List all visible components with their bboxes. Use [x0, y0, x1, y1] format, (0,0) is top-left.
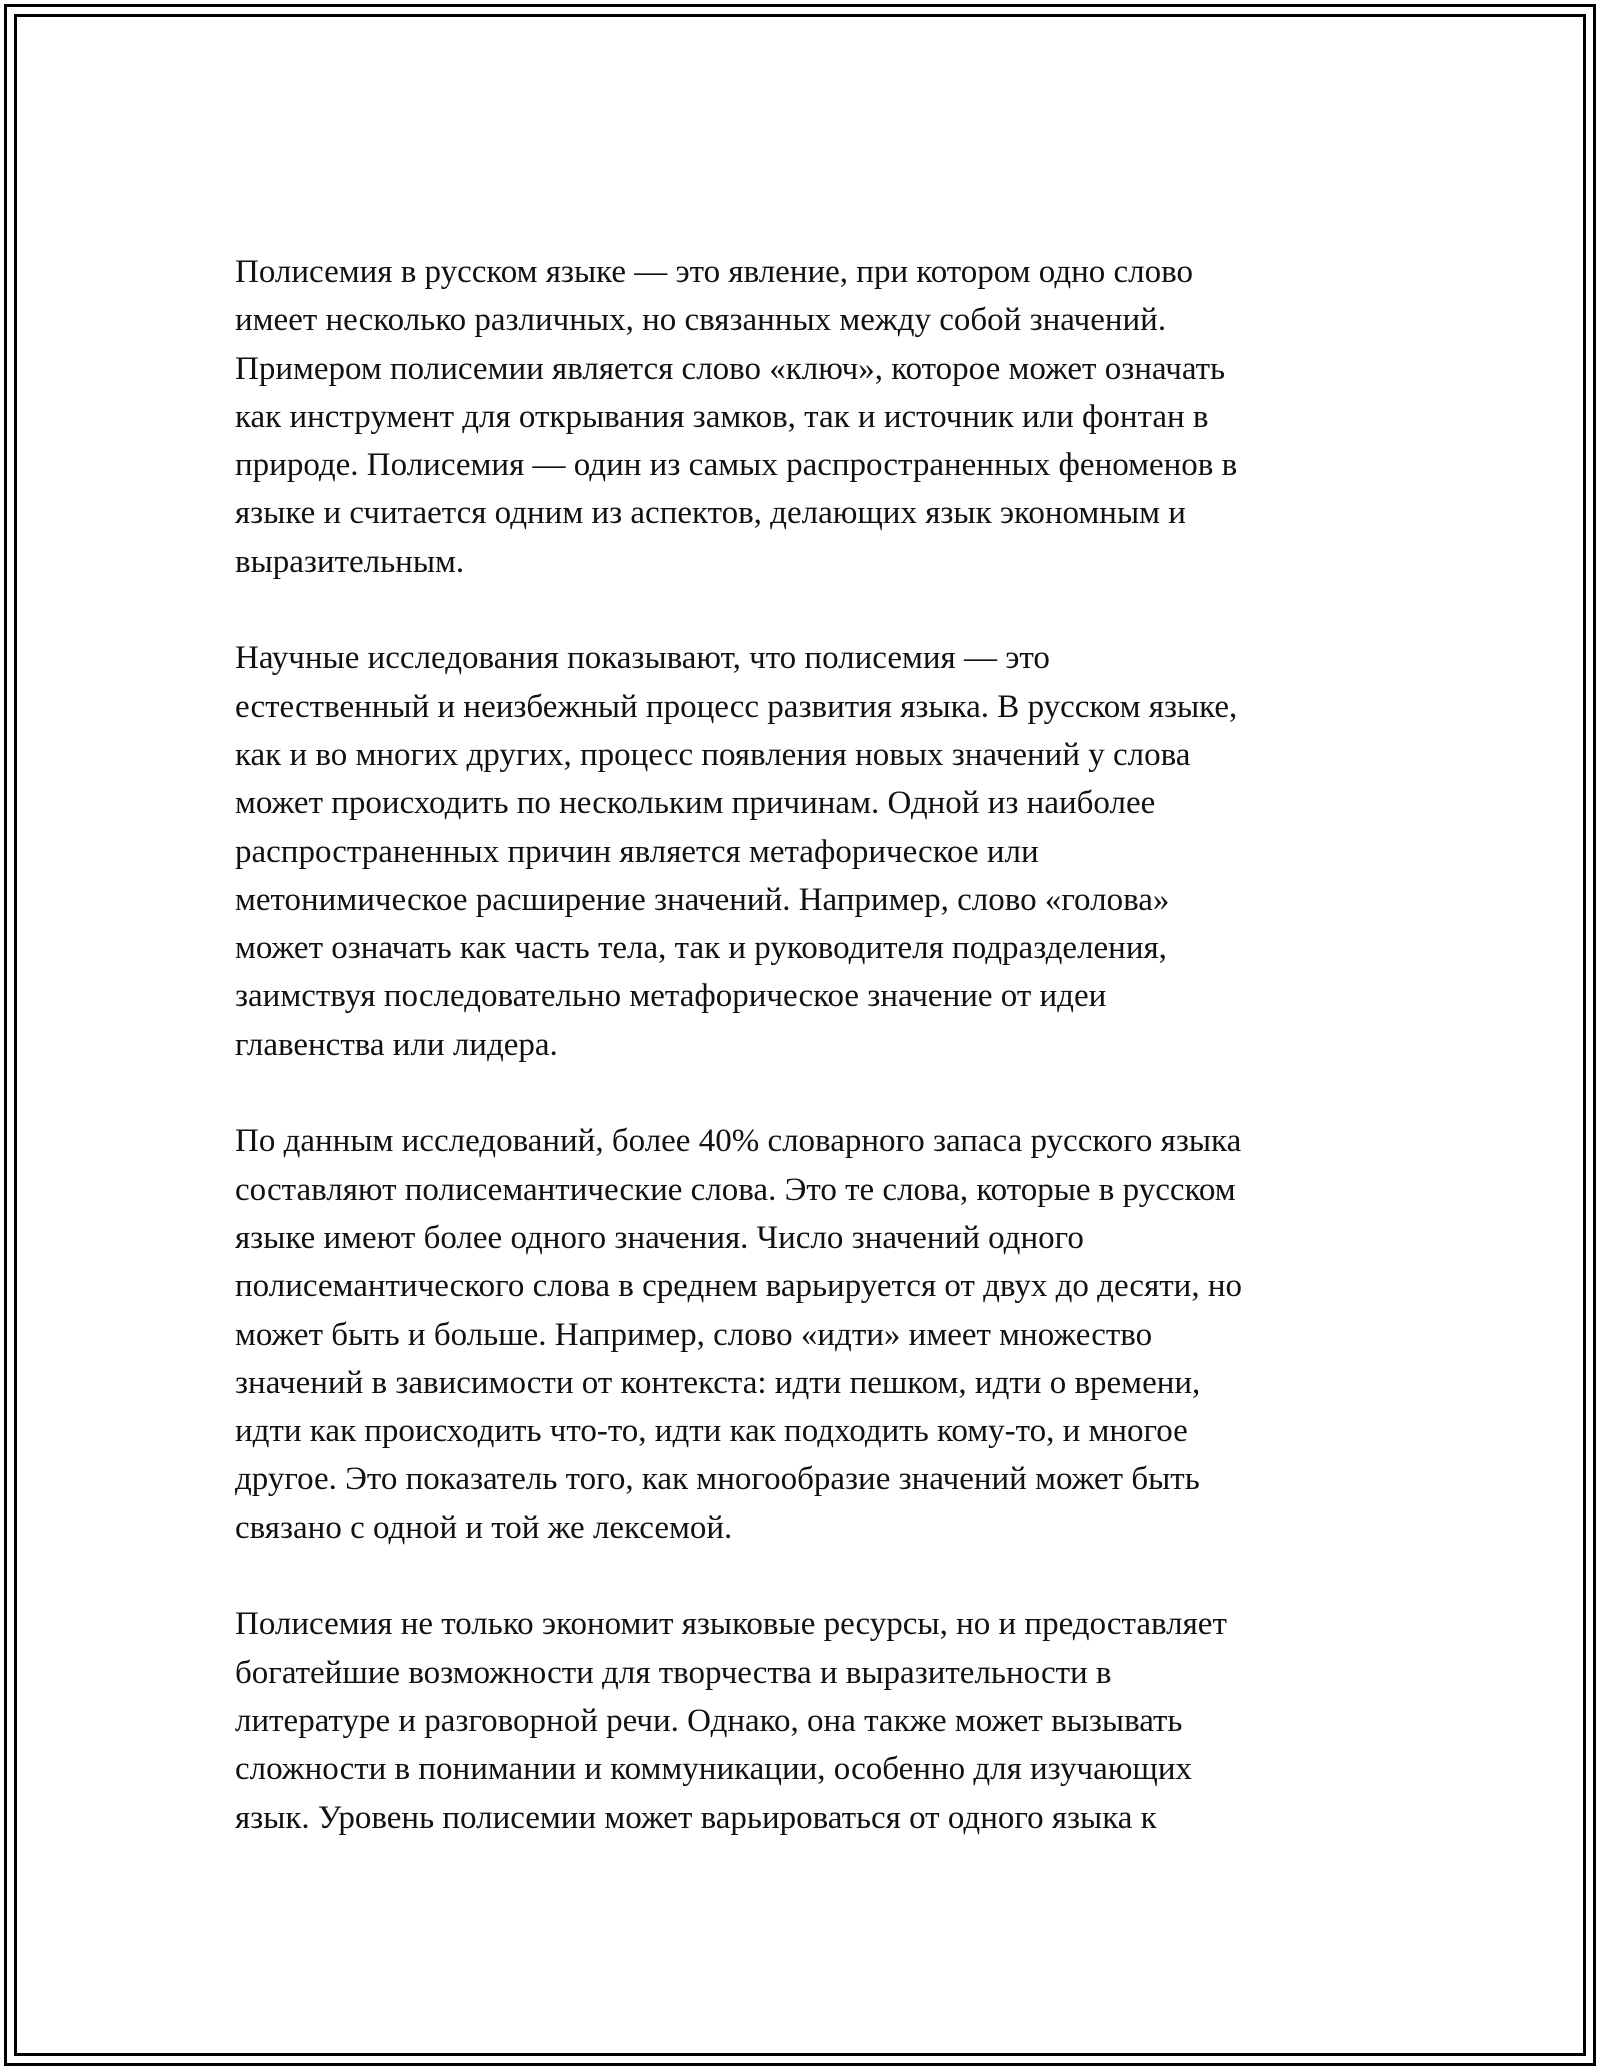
text-line: богатейшие возможности для творчества и выразительности в	[235, 1654, 1112, 1691]
text-line: связано с одной и той же лексемой.	[235, 1509, 733, 1546]
text-line: метонимическое расширение значений. Например, слово «голова»	[235, 881, 1170, 918]
paragraph-gap	[235, 586, 1395, 634]
text-line: другое. Это показатель того, как многообразие значений может быть	[235, 1461, 1200, 1498]
paragraph-gap	[235, 1069, 1395, 1117]
paragraph-4	[235, 1600, 1395, 1841]
paragraph-2	[235, 634, 1395, 1069]
paragraph-gap	[235, 1552, 1395, 1600]
text-line: языке имеют более одного значения. Число значений одного	[235, 1219, 1084, 1256]
paragraph-1	[235, 248, 1395, 586]
text-line: естественный и неизбежный процесс развития языка. В русском языке,	[235, 688, 1238, 725]
document-body	[235, 248, 1395, 1842]
text-line: может быть и больше. Например, слово «идти» имеет множество	[235, 1316, 1153, 1353]
text-line: По данным исследований, более 40% словарного запаса русского языка	[235, 1123, 1242, 1160]
text-line: значений в зависимости от контекста: идти пешком, идти о времени,	[235, 1364, 1201, 1401]
text-line: как инструмент для открывания замков, так и источник или фонтан в	[235, 398, 1209, 435]
text-line: распространенных причин является метафорическое или	[235, 833, 1039, 870]
text-line: идти как происходить что-то, идти как подходить кому-то, и многое	[235, 1413, 1188, 1450]
text-line: литературе и разговорной речи. Однако, она также может вызывать	[235, 1702, 1183, 1739]
text-line: может происходить по нескольким причинам. Одной из наиболее	[235, 785, 1156, 822]
text-line: языке и считается одним из аспектов, делающих язык экономным и	[235, 495, 1186, 532]
text-line: может означать как часть тела, так и руководителя подразделения,	[235, 930, 1167, 967]
text-line: природе. Полисемия — один из самых распространенных феноменов в	[235, 447, 1238, 484]
text-line: Полисемия в русском языке — это явление, при котором одно слово	[235, 254, 1193, 290]
text-line: составляют полисемантические слова. Это те слова, которые в русском	[235, 1171, 1236, 1208]
text-line: Научные исследования показывают, что полисемия — это	[235, 640, 1050, 677]
text-line: полисемантического слова в среднем варьируется от двух до десяти, но	[235, 1268, 1242, 1305]
text-line: как и во многих других, процесс появления новых значений у слова	[235, 736, 1191, 773]
text-line: сложности в понимании и коммуникации, особенно для изучающих	[235, 1751, 1192, 1788]
text-line: заимствуя последовательно метафорическое значение от идеи	[235, 978, 1107, 1015]
text-line: Примером полисемии является слово «ключ», которое может означать	[235, 350, 1226, 387]
text-line: главенства или лидера.	[235, 1026, 558, 1063]
text-line: выразительным.	[235, 543, 465, 580]
paragraph-3	[235, 1117, 1395, 1552]
text-line: Полисемия не только экономит языковые ресурсы, но и предоставляет	[235, 1606, 1227, 1643]
text-line: имеет несколько различных, но связанных между собой значений.	[235, 302, 1167, 339]
text-line: язык. Уровень полисемии может варьироваться от одного языка к	[235, 1799, 1157, 1836]
